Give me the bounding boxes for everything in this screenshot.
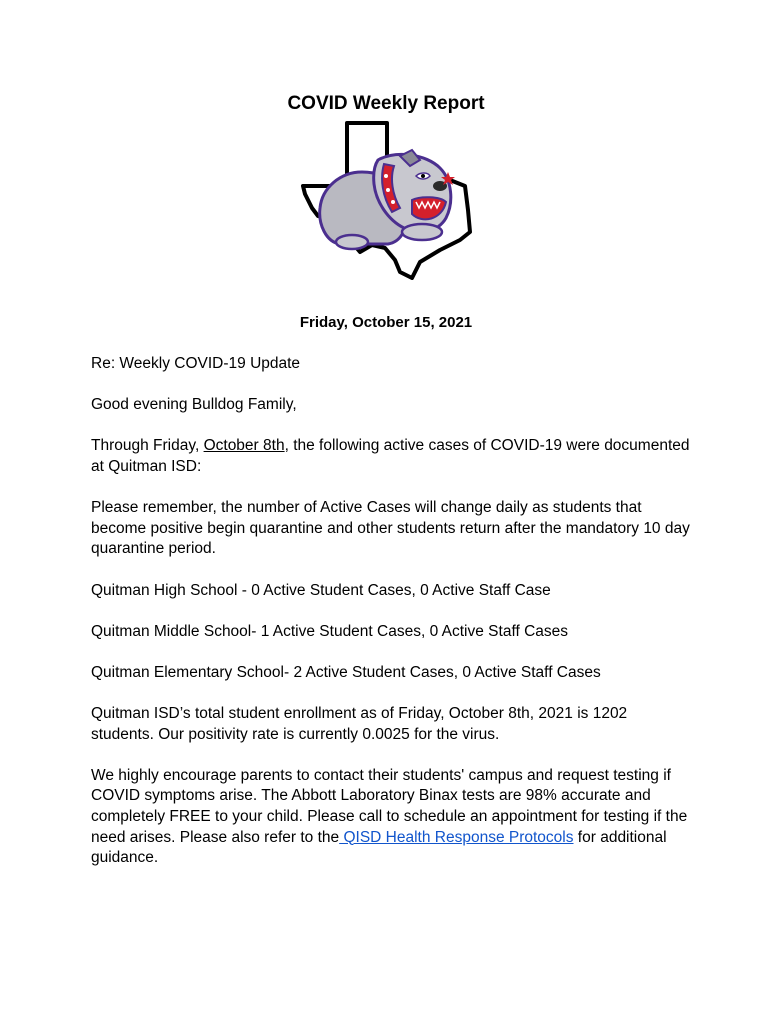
encourage-text-pre: We highly encourage parents to contact their students' campus and request testing if COVID symptoms arise. The Abbott Laboratory Binax tests are 98% accurate and completely FREE to your child. Please call to schedule an appointment for testing if the need arises. Please also refer to the [91,766,688,846]
through-date: October 8th [203,437,285,455]
report-body [91,354,691,889]
re-line: Re: Weekly COVID-19 Update [91,355,301,372]
texas-bulldog-logo-icon [300,120,472,280]
reminder-paragraph: Please remember, the number of Active Cases will change daily as students that become positive begin quarantine and other students return after the mandatory 10 day quarantine period. [91,499,690,558]
greeting: Good evening Bulldog Family, [91,396,297,414]
through-text-post: , the following active cases of COVID-19 were documented at Quitman ISD: [91,437,690,475]
high-school-cases: Quitman High School - 0 Active Student Cases, 0 Active Staff Case [91,581,551,599]
encourage-text-post: for additional guidance. [91,828,667,867]
encourage-paragraph [91,766,691,869]
bulldog-icon [320,150,455,249]
health-protocols-link[interactable]: QISD Health Response Protocols [339,828,574,846]
elementary-school-cases: Quitman Elementary School- 2 Active Student Cases, 0 Active Staff Cases [91,663,601,681]
report-title: COVID Weekly Report [287,93,485,114]
report-date: Friday, October 15, 2021 [299,314,473,331]
enrollment-paragraph: Quitman ISD’s total student enrollment as of Friday, October 8th, 2021 is 1202 students. Our positivity rate is currently 0.0025 for the virus. [91,705,628,743]
through-paragraph [91,436,691,477]
middle-school-cases: Quitman Middle School- 1 Active Student Cases, 0 Active Staff Cases [91,622,569,640]
through-text-pre: Through Friday, [91,437,204,455]
